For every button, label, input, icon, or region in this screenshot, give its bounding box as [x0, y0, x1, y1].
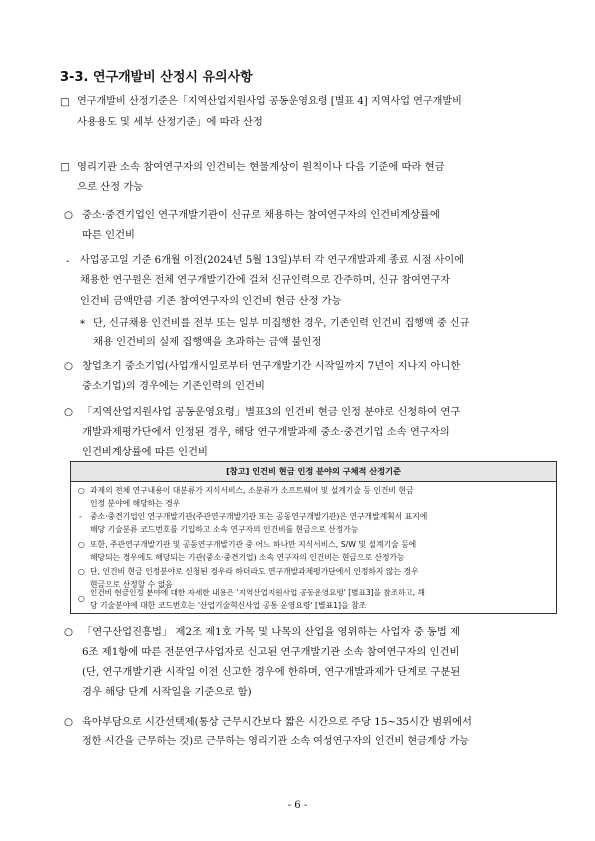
paragraph-line: 영리기관 소속 참여연구자의 인건비는 현물계상이 원칙이나 다음 기준에 따라 현금	[77, 161, 445, 173]
paragraph-line: 연구개발비 산정기준은「지역산업지원사업 공동운영요령 [별표 4] 지역사업 연구개발비	[77, 96, 462, 107]
reference-line: 현금으로 산정할 수 없음	[90, 580, 173, 589]
paragraph-line: 인건비 금액만큼 기존 참여연구자의 인건비 현금 산정 가능	[80, 295, 342, 307]
circle-bullet-icon: ○	[78, 540, 85, 549]
paragraph-line: 육아부담으로 시간선택제(통상 근무시간보다 짧은 시간으로 주당 15~35시간 범위에서	[82, 716, 473, 728]
paragraph-line: 인건비계상률에 따른 인건비	[82, 446, 208, 458]
paragraph-line: 사업공고일 기준 6개월 이전(2024년 5월 13일)부터 각 연구개발과제 종료 시점 사이에	[80, 255, 464, 266]
reference-box	[70, 461, 557, 614]
section-title: 3-3. 연구개발비 산정시 유의사항	[60, 70, 253, 85]
reference-line: 해당 기술분류 코드번호를 기입하고 소속 연구자의 인건비를 현금으로 산정가능	[90, 525, 359, 534]
circle-bullet-icon: ○	[64, 406, 73, 418]
paragraph-line: 단, 신규채용 인건비를 전부 또는 일부 미집행한 경우, 기존인력 인건비 집행액 중 신규	[93, 318, 470, 329]
paragraph-line: 「지역산업지원사업 공동운영요령」별표3의 인건비 현금 인정 분야로 신청하여 연구	[82, 406, 461, 418]
circle-bullet-icon: ○	[64, 209, 73, 221]
circle-bullet-icon: ○	[64, 716, 73, 728]
paragraph-line: 채용 인건비의 실제 집행액을 초과하는 금액 불인정	[93, 336, 322, 348]
paragraph-line: 으로 산정 가능	[77, 181, 144, 193]
paragraph-line: 사용용도 및 세부 산정기준」에 따라 산정	[77, 116, 263, 128]
circle-bullet-icon: ○	[64, 360, 73, 372]
reference-line: 인건비 현금인정 분야에 대한 자세한 내용은 '지역산업지원사업 공동운영요령' [별표3]을 참조하고, 해	[90, 588, 425, 597]
paragraph-line: 정한 시간을 근무하는 것)로 근무하는 영리기관 소속 여성연구자의 인건비 현금계상 가능	[82, 736, 470, 747]
circle-bullet-icon: ○	[78, 594, 85, 603]
paragraph-line: 6조 제1항에 따른 전문연구사업자로 신고된 연구개발기관 소속 참여연구자의 인건비	[82, 646, 460, 658]
circle-bullet-icon: ○	[64, 626, 73, 638]
reference-line: 해당되는 경우에도 해당되는 기관(중소·중견기업) 소속 연구자의 인건비는 현금으로 산정가능	[90, 553, 405, 562]
page-number: - 6 -	[287, 800, 308, 811]
reference-line: 과제의 전체 연구내용이 대분류가 지식서비스, 소분류가 소프트웨어 및 설계기술 등 인건비 현금	[90, 486, 414, 495]
square-bullet-icon: □	[60, 96, 70, 108]
square-bullet-icon: □	[60, 161, 70, 173]
paragraph-line: 개발과제평가단에서 인정된 경우, 해당 연구개발과제 중소·중견기업 소속 연구자의	[82, 426, 450, 438]
reference-line: 인정 분야에 해당하는 경우	[90, 499, 181, 508]
circle-bullet-icon: ○	[78, 567, 85, 576]
paragraph-line: 채용한 연구원은 전체 연구개발기간에 걸쳐 신규인력으로 간주하며, 신규 참여연구자	[80, 275, 451, 286]
paragraph-line: 중소기업)의 경우에는 기존인력의 인건비	[82, 380, 265, 392]
paragraph-line: 따른 인건비	[82, 229, 136, 241]
dash-bullet-icon: -	[79, 512, 82, 521]
paragraph-line: 「연구산업진흥법」 제2조 제1호 가목 및 나목의 산업을 영위하는 사업자 중 동법 제	[82, 626, 461, 638]
dash-bullet-icon: -	[66, 255, 70, 267]
asterisk-note-icon: *	[80, 318, 86, 330]
reference-line: 당 기술분야에 대한 코드번호는 '산업기술혁신사업 공통 운영요령' [별표1]을 참조	[90, 601, 367, 610]
reference-line: 중소·중견기업인 연구개발기관(주관연구개발기관 또는 공동연구개발기관)은 연구개발계획서 표지에	[90, 512, 428, 521]
paragraph-line: 창업초기 중소기업(사업개시일로부터 연구개발기간 시작일까지 7년이 지나지 아니한	[82, 360, 461, 372]
reference-box-title: [참고] 인건비 현금 인정 분야의 구체적 산정기준	[71, 462, 556, 482]
circle-bullet-icon: ○	[78, 486, 85, 495]
reference-line: 단, 인건비 현금 인정분야로 신청된 경우라 하더라도 연구개발과제평가단에서 인정하지 않는 경우	[90, 567, 419, 576]
reference-line: 또한, 주관연구개발기관 및 공동연구개발기관 중 어느 하나만 지식서비스, S/W 및 설계기술 등에	[90, 540, 417, 549]
paragraph-line: (단, 연구개발기관 시작일 이전 신고한 경우에 한하며, 연구개발과제가 단계로 구분된	[82, 666, 461, 678]
paragraph-line: 경우 해당 단계 시작일을 기준으로 함)	[82, 686, 252, 698]
paragraph-line: 중소·중견기업인 연구개발기관이 신규로 채용하는 참여연구자의 인건비계상률에	[82, 209, 440, 221]
